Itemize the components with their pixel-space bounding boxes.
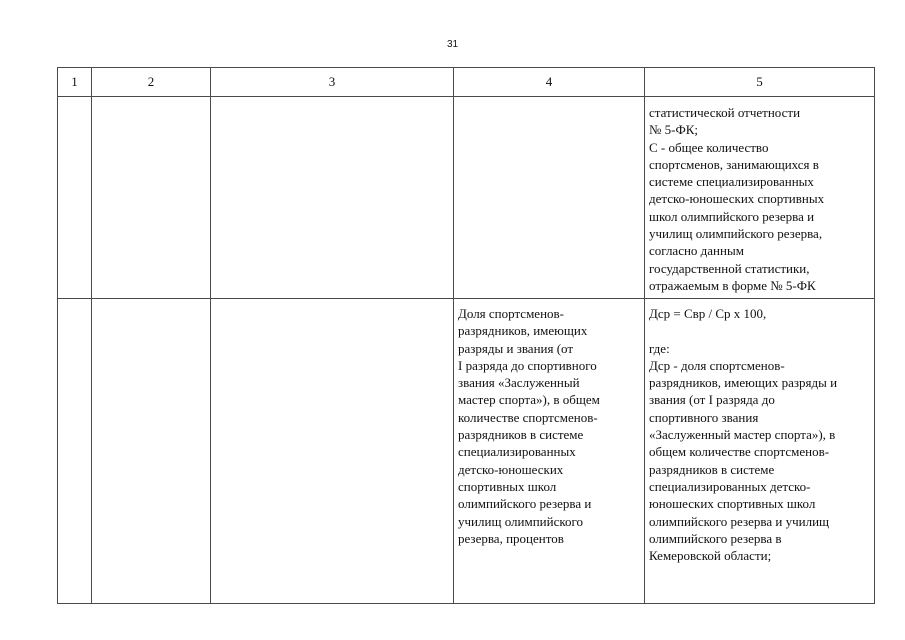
cell-text xyxy=(92,97,210,104)
column-header-2: 2 xyxy=(92,68,211,97)
table-cell xyxy=(92,299,211,604)
cell-text xyxy=(454,97,644,104)
formula-description-cell xyxy=(645,97,875,299)
table-cell xyxy=(58,299,92,604)
cell-text: статистической отчетности № 5-ФК; С - общее количество спортсменов, занимающихся в системе специализированных детско-юношеских спортивных школ олимпийского резерва и училищ олимпийского резерва, согласно данным государственной статистики, отражаемым в форме № 5-ФК xyxy=(649,105,825,293)
formula-cell xyxy=(645,299,875,604)
cell-text xyxy=(211,299,453,305)
table-row xyxy=(58,299,875,604)
page-number: 31 xyxy=(446,39,459,50)
table-row xyxy=(58,97,875,299)
column-header-3: 3 xyxy=(211,68,454,97)
column-header-1: 1 xyxy=(58,68,92,97)
cell-text xyxy=(58,299,91,305)
table-cell xyxy=(454,97,645,299)
cell-text: Дср = Свр / Ср х 100, где: Дср - доля спортсменов- разрядников, имеющих разряды и звания (от I разряда до спортивного звания «Заслуженный мастер спорта»), в общем количестве спортсменов- разрядников в системе специализированных детско- юношеских спортивных школ олимпийского резерва и училищ олимпийского резерва в Кемеровской области; xyxy=(649,306,838,564)
table-cell xyxy=(211,97,454,299)
table-cell xyxy=(92,97,211,299)
cell-text xyxy=(211,97,453,104)
cell-text: Доля спортсменов- разрядников, имеющих разряды и звания (от I разряда до спортивного звания «Заслуженный мастер спорта»), в общем количестве спортсменов- разрядников в системе специализированных детско-юношеских спортивных школ олимпийского резерва и училищ олимпийского резерва, процентов xyxy=(458,306,600,546)
table-header-row xyxy=(58,68,875,97)
column-header-5: 5 xyxy=(645,68,875,97)
table-cell xyxy=(58,97,92,299)
cell-text xyxy=(58,97,91,104)
indicator-table xyxy=(57,67,875,604)
indicator-name-cell xyxy=(454,299,645,604)
cell-text xyxy=(92,299,210,305)
table-cell xyxy=(211,299,454,604)
column-header-4: 4 xyxy=(454,68,645,97)
